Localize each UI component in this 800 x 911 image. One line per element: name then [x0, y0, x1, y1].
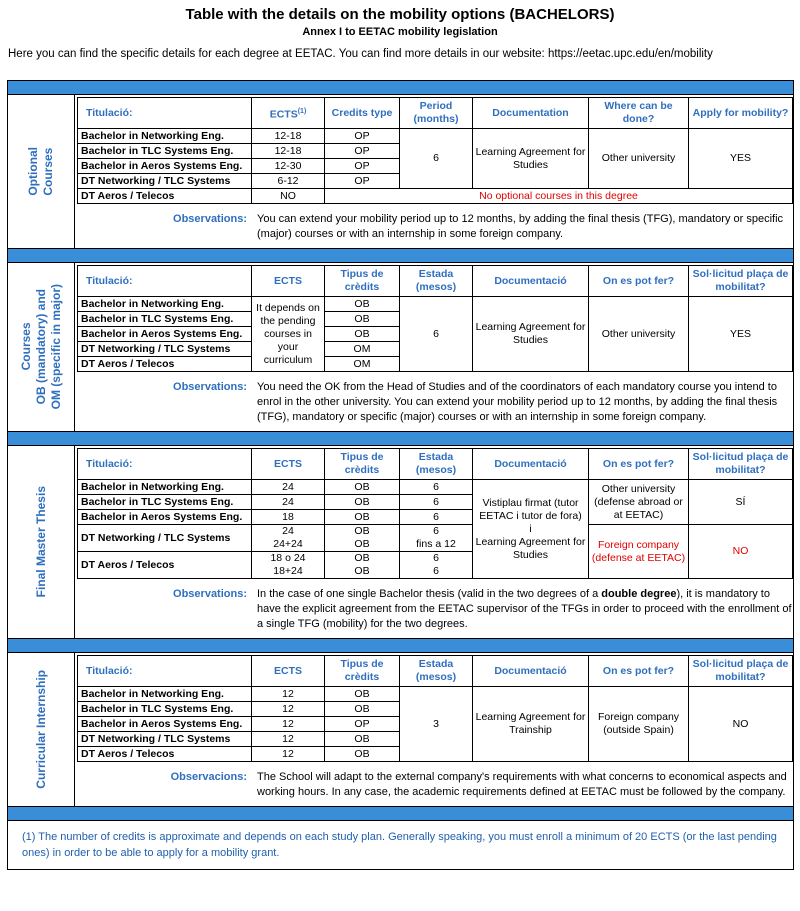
- section-ob-om-courses: [8, 263, 793, 431]
- section-side-label: [8, 263, 75, 431]
- table-row: Bachelor in Networking Eng. It depends on the pending courses in your curriculum OB 6 Learning Agreement for Studies Other university YES: [78, 297, 793, 312]
- col-header-apply: Sol·licitud plaça de mobilitat?: [689, 449, 793, 480]
- section-band: [8, 638, 793, 653]
- no-optional-note: No optional courses in this degree: [325, 189, 793, 204]
- col-header-period: Estada (mesos): [400, 266, 473, 297]
- section-final-thesis: [8, 446, 793, 638]
- table-row: Bachelor in Aeros Systems Eng. OB: [78, 327, 793, 342]
- col-header-where: On es pot fer?: [589, 266, 689, 297]
- col-header-titulacio: Titulació:: [78, 449, 252, 480]
- col-header-documentation: Documentació: [473, 449, 589, 480]
- table-row: DT Aeros / Telecos 18 o 24 18+24 OB OB 6 6: [78, 552, 793, 579]
- where-cell-company: Foreign company (defense at EETAC): [589, 525, 689, 579]
- col-header-apply: Sol·licitud plaça de mobilitat?: [689, 266, 793, 297]
- period-cell: 3: [400, 687, 473, 762]
- side-label-line: Curricular Internship: [33, 670, 48, 789]
- internship-table: [77, 655, 793, 762]
- col-header-ects: ECTS: [252, 656, 325, 687]
- observations-text: In the case of one single Bachelor thesis (valid in the two degrees of a double degree), it is mandatory to have the explicit agreement from the EETAC supervisor of the TFGs in order to proceed with the enrollment of a single TFG (mobility) for the two degrees.: [257, 588, 792, 630]
- table-row: Bachelor in Aeros Systems Eng. 12 OP: [78, 717, 793, 732]
- ects-note-cell: It depends on the pending courses in your curriculum: [252, 297, 325, 372]
- table-header-row: [78, 656, 793, 687]
- col-header-where: On es pot fer?: [589, 656, 689, 687]
- observations-text: You can extend your mobility period up to 12 months, by adding the final thesis (TFG), mandatory or specific (major) courses or with an internship in some foreign company.: [257, 213, 784, 240]
- section-band: [8, 80, 793, 95]
- col-header-ects: ECTS: [252, 449, 325, 480]
- table-header-row: [78, 98, 793, 129]
- col-header-apply: Sol·licitud plaça de mobilitat?: [689, 656, 793, 687]
- observations-label: Observations:: [173, 588, 247, 600]
- apply-cell-company: NO: [689, 525, 793, 579]
- section-curricular-internship: [8, 653, 793, 806]
- side-label-line: Final Master Thesis: [33, 486, 48, 598]
- col-header-credits-type: Credits type: [325, 98, 400, 129]
- optional-courses-table: [77, 97, 793, 204]
- documentation-cell: Learning Agreement for Studies: [473, 297, 589, 372]
- section-side-label: [8, 446, 75, 638]
- col-header-ects: ECTS$^{(1)}$: [252, 98, 325, 129]
- section-side-label: [8, 95, 75, 248]
- mobility-sheet: [7, 80, 794, 870]
- table-row: DT Aeros / Telecos 12 OB: [78, 747, 793, 762]
- col-header-period: Period (months): [400, 98, 473, 129]
- observations-label: Observations:: [173, 381, 247, 393]
- apply-cell: YES: [689, 129, 793, 189]
- col-header-documentation: Documentation: [473, 98, 589, 129]
- apply-cell: NO: [689, 687, 793, 762]
- where-cell: Other university: [589, 129, 689, 189]
- observations: [77, 212, 792, 242]
- section-optional-courses: [8, 95, 793, 248]
- apply-cell: SÍ: [689, 480, 793, 525]
- documentation-cell: Learning Agreement for Studies: [473, 129, 589, 189]
- observations: [77, 770, 792, 800]
- apply-cell: YES: [689, 297, 793, 372]
- col-header-titulacio: Titulació:: [78, 266, 252, 297]
- table-row: DT Networking / TLC Systems OM: [78, 342, 793, 357]
- col-header-where: On es pot fer?: [589, 449, 689, 480]
- period-cell: 6: [400, 129, 473, 189]
- table-row: Bachelor in Networking Eng. 24 OB 6 Vistiplau firmat (tutor EETAC i tutor de fora) i Learning Agreement for Studies Other university (defense abroad or at EETAC) SÍ: [78, 480, 793, 495]
- col-header-documentation: Documentació: [473, 656, 589, 687]
- section-band: [8, 248, 793, 263]
- side-label-line: Courses: [41, 147, 55, 196]
- col-header-apply: Apply for mobility?: [689, 98, 793, 129]
- table-header-row: [78, 266, 793, 297]
- side-label-line: OB (mandatory) and: [33, 289, 48, 405]
- page-subtitle: Annex I to EETAC mobility legislation: [302, 26, 498, 38]
- table-row: DT Aeros / Telecos OM: [78, 357, 793, 372]
- footnote: (1) The number of credits is approximate and depends on each study plan. Generally speaking, you must enroll a minimum of 20 ECTS (or the last pending ones) in order to be able to apply for a mobility grant.: [22, 831, 777, 859]
- side-label-line: Courses: [18, 322, 33, 372]
- table-row: Bachelor in TLC Systems Eng. OB: [78, 312, 793, 327]
- table-row: Bachelor in Aeros Systems Eng. 18 OB 6: [78, 510, 793, 525]
- documentation-cell: Learning Agreement for Trainship: [473, 687, 589, 762]
- col-header-documentation: Documentació: [473, 266, 589, 297]
- documentation-cell: Vistiplau firmat (tutor EETAC i tutor de fora) i Learning Agreement for Studies: [473, 480, 589, 579]
- table-row: Bachelor in TLC Systems Eng. 12-18 OP: [78, 144, 793, 159]
- period-cell: 6: [400, 297, 473, 372]
- col-header-titulacio: Titulació:: [78, 656, 252, 687]
- observations: [77, 380, 792, 425]
- final-thesis-table: [77, 448, 793, 579]
- observations-text: The School will adapt to the external company's requirements with what concerns to economical aspects and working hours. In any case, the academic requirements defined at EETAC must be followed by the company.: [257, 771, 787, 798]
- side-label-line: OM (specific in major): [48, 284, 63, 410]
- page-title: Table with the details on the mobility options (BACHELORS): [185, 6, 615, 23]
- table-header-row: [78, 449, 793, 480]
- intro-text: Here you can find the specific details for each degree at EETAC. You can find more details in our website: https://eetac.upc.edu/en/mobility: [8, 48, 713, 60]
- where-cell: Foreign company (outside Spain): [589, 687, 689, 762]
- table-row: Bachelor in TLC Systems Eng. 12 OB: [78, 702, 793, 717]
- where-cell: Other university (defense abroad or at EETAC): [589, 480, 689, 525]
- side-label-line: Optional: [26, 147, 40, 196]
- col-header-where: Where can be done?: [589, 98, 689, 129]
- section-band: [8, 806, 793, 821]
- table-row: Bachelor in TLC Systems Eng. 24 OB 6: [78, 495, 793, 510]
- col-header-credits-type: Tipus de crèdits: [325, 266, 400, 297]
- table-row: DT Networking / TLC Systems 24 24+24 OB OB 6 fins a 12 Foreign company (defense at EETAC) NO: [78, 525, 793, 552]
- section-band: [8, 431, 793, 446]
- table-row: DT Networking / TLC Systems 6-12 OP: [78, 174, 793, 189]
- table-row: DT Aeros / Telecos NO No optional courses in this degree: [78, 189, 793, 204]
- col-header-credits-type: Tipus de crèdits: [325, 656, 400, 687]
- table-row: Bachelor in Networking Eng. 12 OB 3 Learning Agreement for Trainship Foreign company (outside Spain) NO: [78, 687, 793, 702]
- observations-label: Observacions:: [170, 771, 247, 783]
- observations: [77, 587, 792, 632]
- col-header-period: Estada (mesos): [400, 449, 473, 480]
- where-cell: Other university: [589, 297, 689, 372]
- observations-label: Observations:: [173, 213, 247, 225]
- observations-text: You need the OK from the Head of Studies and of the coordinators of each mandatory course you intend to enrol in the other university. You can extend your mobility period up to 12 months, by adding the final thesis (TFG), mandatory or specific (major) courses or with an internship in some foreign company.: [257, 381, 778, 423]
- table-row: Bachelor in Networking Eng. 12-18 OP 6 Learning Agreement for Studies Other university YES: [78, 129, 793, 144]
- table-row: Bachelor in Aeros Systems Eng. 12-30 OP: [78, 159, 793, 174]
- footnote-ref: (1): [297, 107, 307, 115]
- table-row: DT Networking / TLC Systems 12 OB: [78, 732, 793, 747]
- ob-om-courses-table: [77, 265, 793, 372]
- col-header-ects: ECTS: [252, 266, 325, 297]
- col-header-period: Estada (mesos): [400, 656, 473, 687]
- col-header-titulacio: Titulació:: [78, 98, 252, 129]
- col-header-credits-type: Tipus de crèdits: [325, 449, 400, 480]
- section-side-label: [8, 653, 75, 806]
